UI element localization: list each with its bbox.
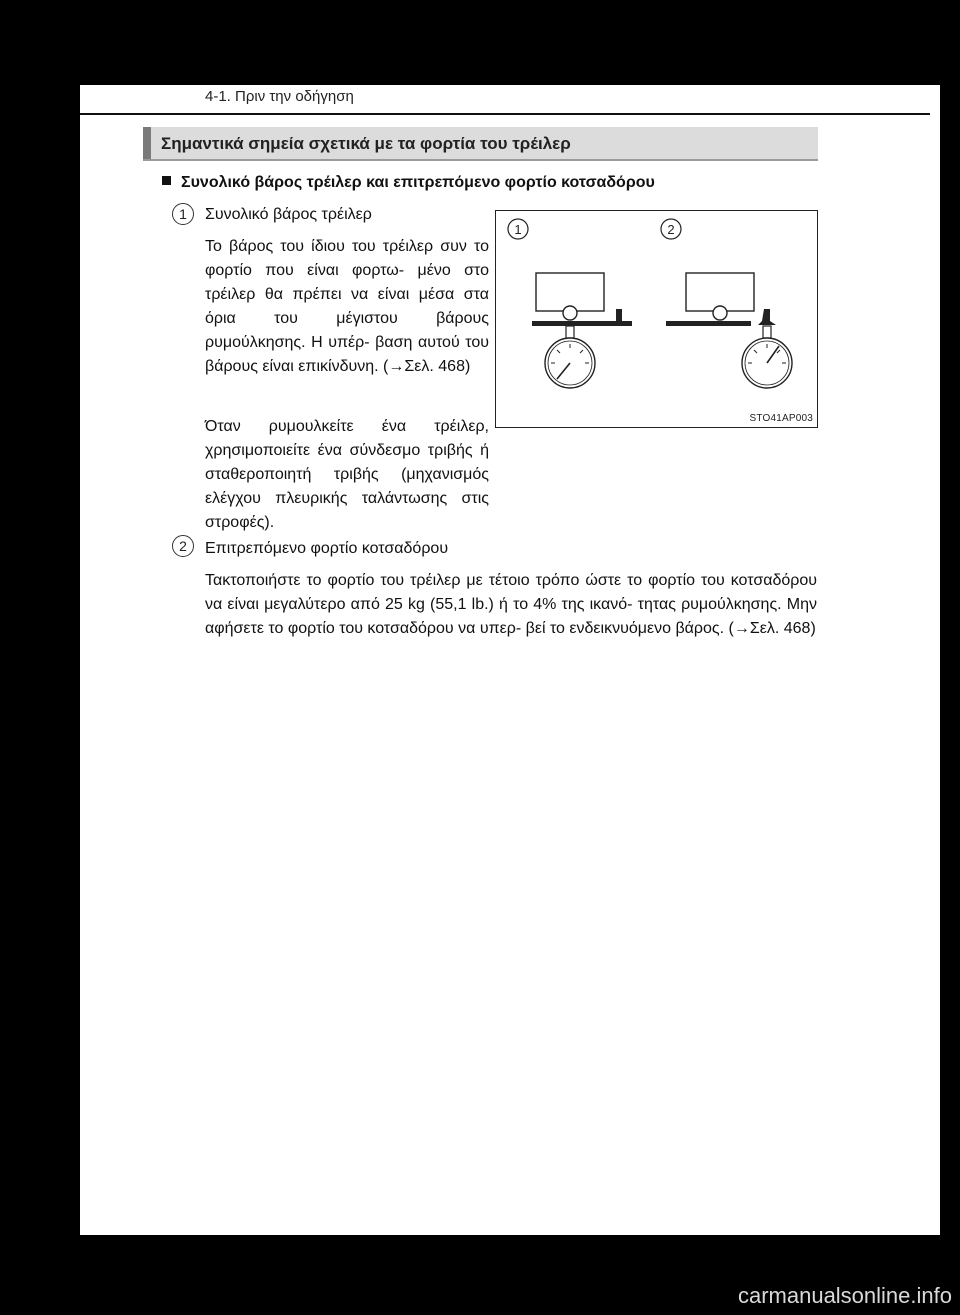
item-number-2: 2	[172, 535, 194, 557]
section-title: Σημαντικά σημεία σχετικά με τα φορτία του τρέιλερ	[161, 134, 571, 153]
item-title-2: Επιτρεπόμενο φορτίο κοτσαδόρου	[205, 540, 449, 557]
figure-code: STO41AP003	[749, 413, 813, 424]
trailer-scale-diagram	[496, 211, 819, 429]
item-number-1: 1	[172, 203, 194, 225]
figure-label-2: 2	[667, 222, 675, 237]
header-divider	[80, 113, 930, 115]
item-2-paragraph-1: Τακτοποιήστε το φορτίο του τρέιλερ με τέτοιο τρόπο ώστε το φορτίο του κοτσαδόρου να είναι μεγαλύτερο από 25 kg (55,1 lb.) ή το 4% της ικανό- τητας ρυμούλκησης. Μην αφήσετε το φορτίο του κοτσαδόρου να υπερ- βεί το ενδεικνυόμενο βάρος. (→Σελ. 468)	[205, 572, 817, 637]
item-title-1: Συνολικό βάρος τρέιλερ	[205, 206, 372, 223]
registration-mark-middle	[930, 640, 940, 710]
trailer-on-scale-left	[532, 273, 632, 388]
site-watermark: carmanualsonline.info	[737, 1283, 952, 1308]
square-bullet-icon	[162, 176, 171, 185]
figure-label-1: 1	[514, 222, 522, 237]
registration-mark-top	[930, 85, 940, 130]
subsection-title: Συνολικό βάρος τρέιλερ και επιτρεπόμενο φορτίο κοτσαδόρου	[181, 174, 655, 191]
chapter-header: 4-1. Πριν την οδήγηση	[205, 88, 354, 105]
trailer-weight-figure	[495, 210, 818, 428]
section-accent	[143, 127, 151, 159]
subsection-heading	[162, 174, 655, 192]
item-1-paragraph-2: Όταν ρυμουλκείτε ένα τρέιλερ, χρησιμοποιείτε ένα σύνδεσμο τριβής ή σταθεροποιητή τριβής (μηχανισμός ελέγχου πλευρικής ταλάντωσης στις στροφές).	[205, 418, 489, 531]
trailer-hitch-on-scale-right	[666, 273, 792, 388]
registration-mark-bottom	[930, 1185, 940, 1235]
section-title-bar	[143, 127, 818, 161]
item-1-paragraph-1: Το βάρος του ίδιου του τρέιλερ συν το φορτίο που είναι φορτω- μένο στο τρέιλερ θα πρέπει να είναι μέσα στα όρια του μέγιστου βάρους ρυμούλκησης. Η υπέρ- βαση αυτού του βάρους είναι επικίνδυνη. (→Σελ. 468)	[205, 238, 489, 375]
